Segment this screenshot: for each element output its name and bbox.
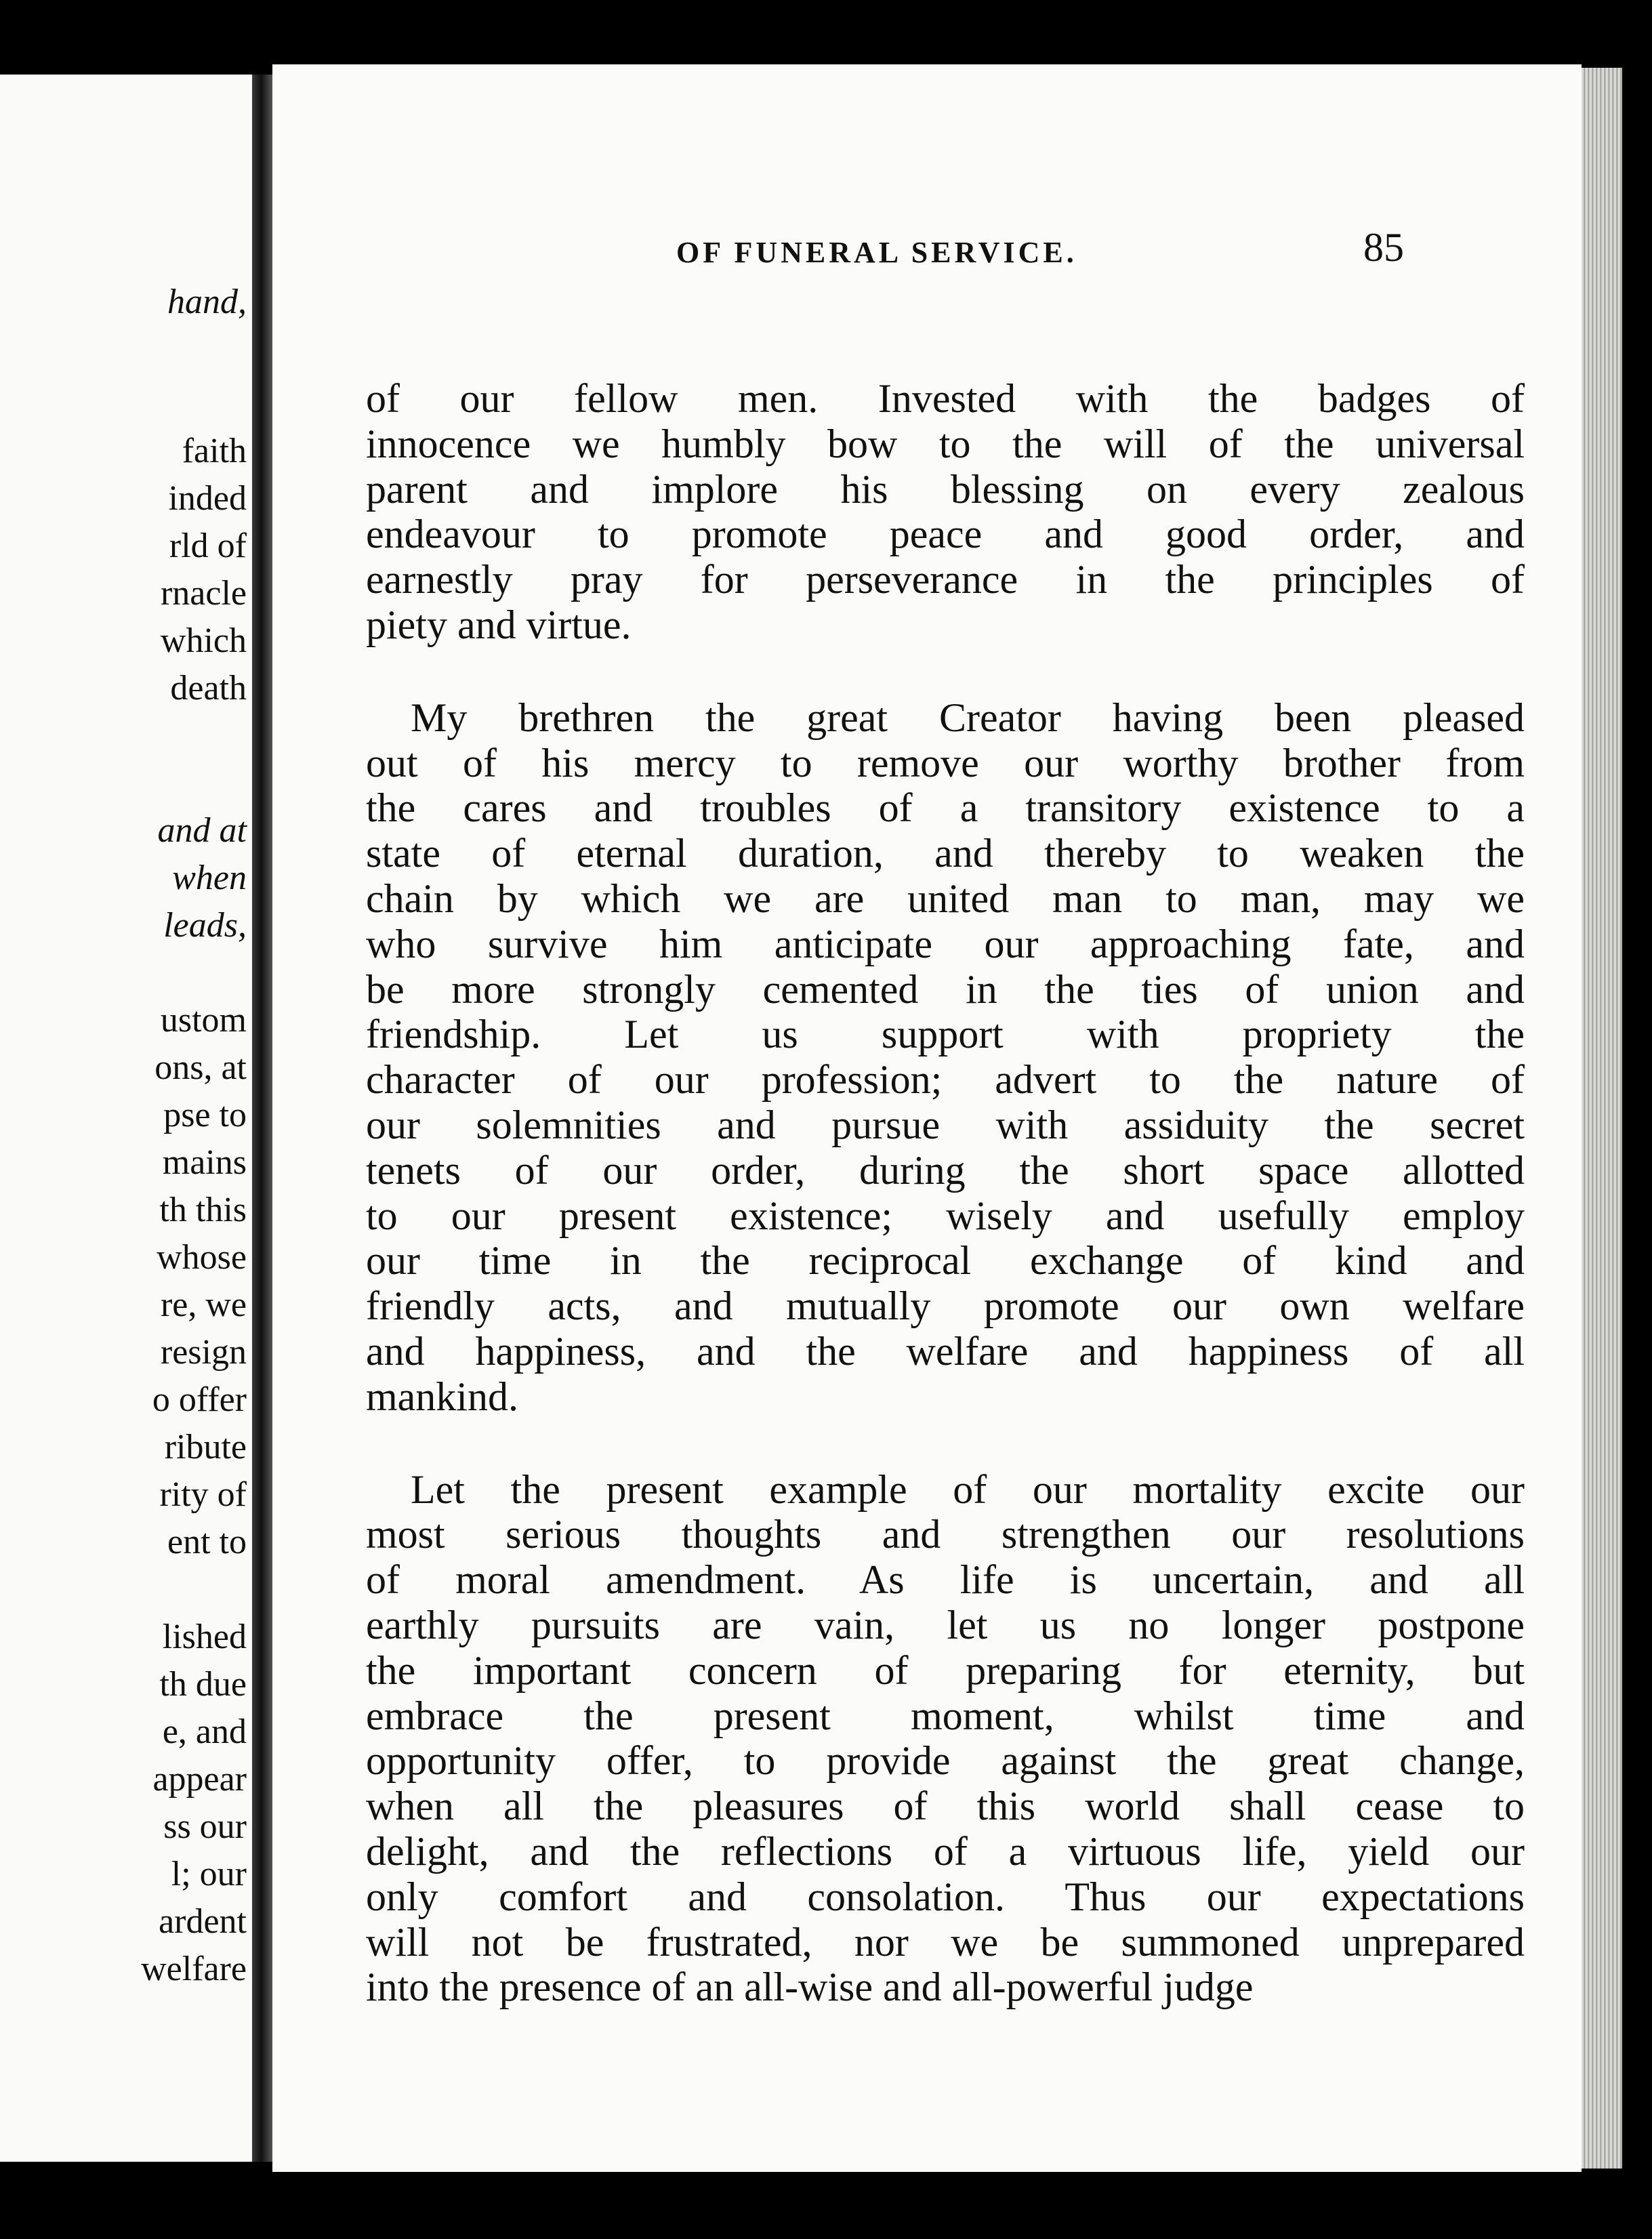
page-number: 85 (1363, 225, 1404, 270)
facing-page-text: and at (157, 811, 247, 850)
text-line: only comfort and consolation. Thus our expectations (366, 1874, 1525, 1919)
facing-page-text: o offer (152, 1380, 247, 1419)
text-line: state of eternal duration, and thereby to weaken the (366, 831, 1525, 876)
text-line: friendship. Let us support with propriety the (366, 1012, 1525, 1057)
right-page (272, 64, 1582, 2172)
paragraph (366, 695, 1525, 1420)
text-line: be more strongly cemented in the ties of union and (366, 966, 1525, 1012)
text-line: friendly acts, and mutually promote our own welfare (366, 1283, 1525, 1329)
facing-page-text: death (170, 669, 247, 707)
text-line: of our fellow men. Invested with the badges of (366, 376, 1525, 421)
text-line: out of his mercy to remove our worthy brother from (366, 740, 1525, 785)
facing-page-text: rnacle (160, 574, 247, 613)
facing-page-text: inded (168, 479, 247, 518)
text-line: My brethren the great Creator having been pleased (411, 695, 1525, 740)
facing-page-text: rity of (159, 1475, 247, 1514)
facing-page-text: whose (157, 1238, 247, 1277)
text-line: our time in the reciprocal exchange of kind and (366, 1238, 1525, 1283)
facing-page-text: th due (159, 1665, 247, 1704)
text-line: parent and implore his blessing on every zealous (366, 466, 1525, 512)
facing-page-text: which (160, 621, 247, 660)
facing-page-text: ent to (167, 1523, 247, 1561)
facing-page-text: mains (162, 1143, 247, 1182)
page-edges (1582, 68, 1622, 2169)
facing-page-text: ardent (159, 1902, 247, 1941)
book-gutter (252, 75, 272, 2162)
paragraph (366, 376, 1525, 648)
facing-page-text: re, we (160, 1286, 247, 1324)
text-line: of moral amendment. As life is uncertain, and all (366, 1557, 1525, 1603)
text-line: delight, and the reflections of a virtuous life, yield our (366, 1828, 1525, 1874)
text-line: to our present existence; wisely and usefully employ (366, 1193, 1525, 1238)
facing-page-text: hand, (167, 283, 247, 321)
text-line: endeavour to promote peace and good order, and (366, 512, 1525, 557)
text-line: chain by which we are united man to man, may we (366, 876, 1525, 921)
facing-page-text: rld of (169, 527, 247, 565)
text-line: earnestly pray for perseverance in the principles of (366, 557, 1525, 602)
facing-page-text: ons, at (154, 1048, 247, 1087)
facing-page-text: th this (159, 1191, 247, 1229)
facing-page-text: l; our (171, 1855, 247, 1893)
facing-page-text: ribute (164, 1428, 247, 1466)
paragraph (366, 1467, 1525, 2011)
text-line: innocence we humbly bow to the will of the universal (366, 421, 1525, 466)
text-line: tenets of our order, during the short space allotted (366, 1147, 1525, 1193)
text-line: when all the pleasures of this world shall cease to (366, 1784, 1525, 1829)
text-line: the important concern of preparing for eternity, but (366, 1647, 1525, 1693)
text-line: character of our profession; advert to the nature of (366, 1057, 1525, 1103)
body-text (366, 376, 1525, 2057)
text-line: most serious thoughts and strengthen our resolutions (366, 1512, 1525, 1557)
facing-page-text: e, and (162, 1712, 247, 1751)
facing-page-text: leads, (163, 906, 247, 945)
facing-page-text: ustom (160, 1001, 247, 1040)
text-line: will not be frustrated, nor we be summoned unprepared (366, 1919, 1525, 1965)
text-line: into the presence of an all-wise and all-powerful judge (366, 1965, 1254, 2010)
text-line: embrace the present moment, whilst time and (366, 1693, 1525, 1738)
facing-page-fragment (0, 75, 252, 2162)
text-line: the cares and troubles of a transitory existence to a (366, 785, 1525, 831)
text-line: mankind. (366, 1374, 518, 1419)
facing-page-text: lished (162, 1618, 247, 1656)
text-line: our solemnities and pursue with assiduity the secret (366, 1102, 1525, 1147)
text-line: opportunity offer, to provide against the great change, (366, 1738, 1525, 1784)
facing-page-text: ss our (163, 1807, 247, 1846)
text-line: earthly pursuits are vain, let us no longer postpone (366, 1602, 1525, 1647)
facing-page-text: faith (182, 432, 247, 470)
text-line: Let the present example of our mortality excite our (411, 1466, 1525, 1512)
running-head (272, 225, 1582, 289)
facing-page-text: resign (160, 1333, 247, 1372)
text-line: piety and virtue. (366, 602, 632, 647)
text-line: who survive him anticipate our approaching fate, and (366, 921, 1525, 966)
running-head-title: OF FUNERAL SERVICE. (676, 236, 1077, 269)
facing-page-text: appear (152, 1760, 247, 1799)
facing-page-text: welfare (141, 1950, 247, 1988)
facing-page-text: when (172, 859, 247, 897)
text-line: and happiness, and the welfare and happiness of all (366, 1328, 1525, 1374)
facing-page-text: pse to (163, 1096, 247, 1134)
